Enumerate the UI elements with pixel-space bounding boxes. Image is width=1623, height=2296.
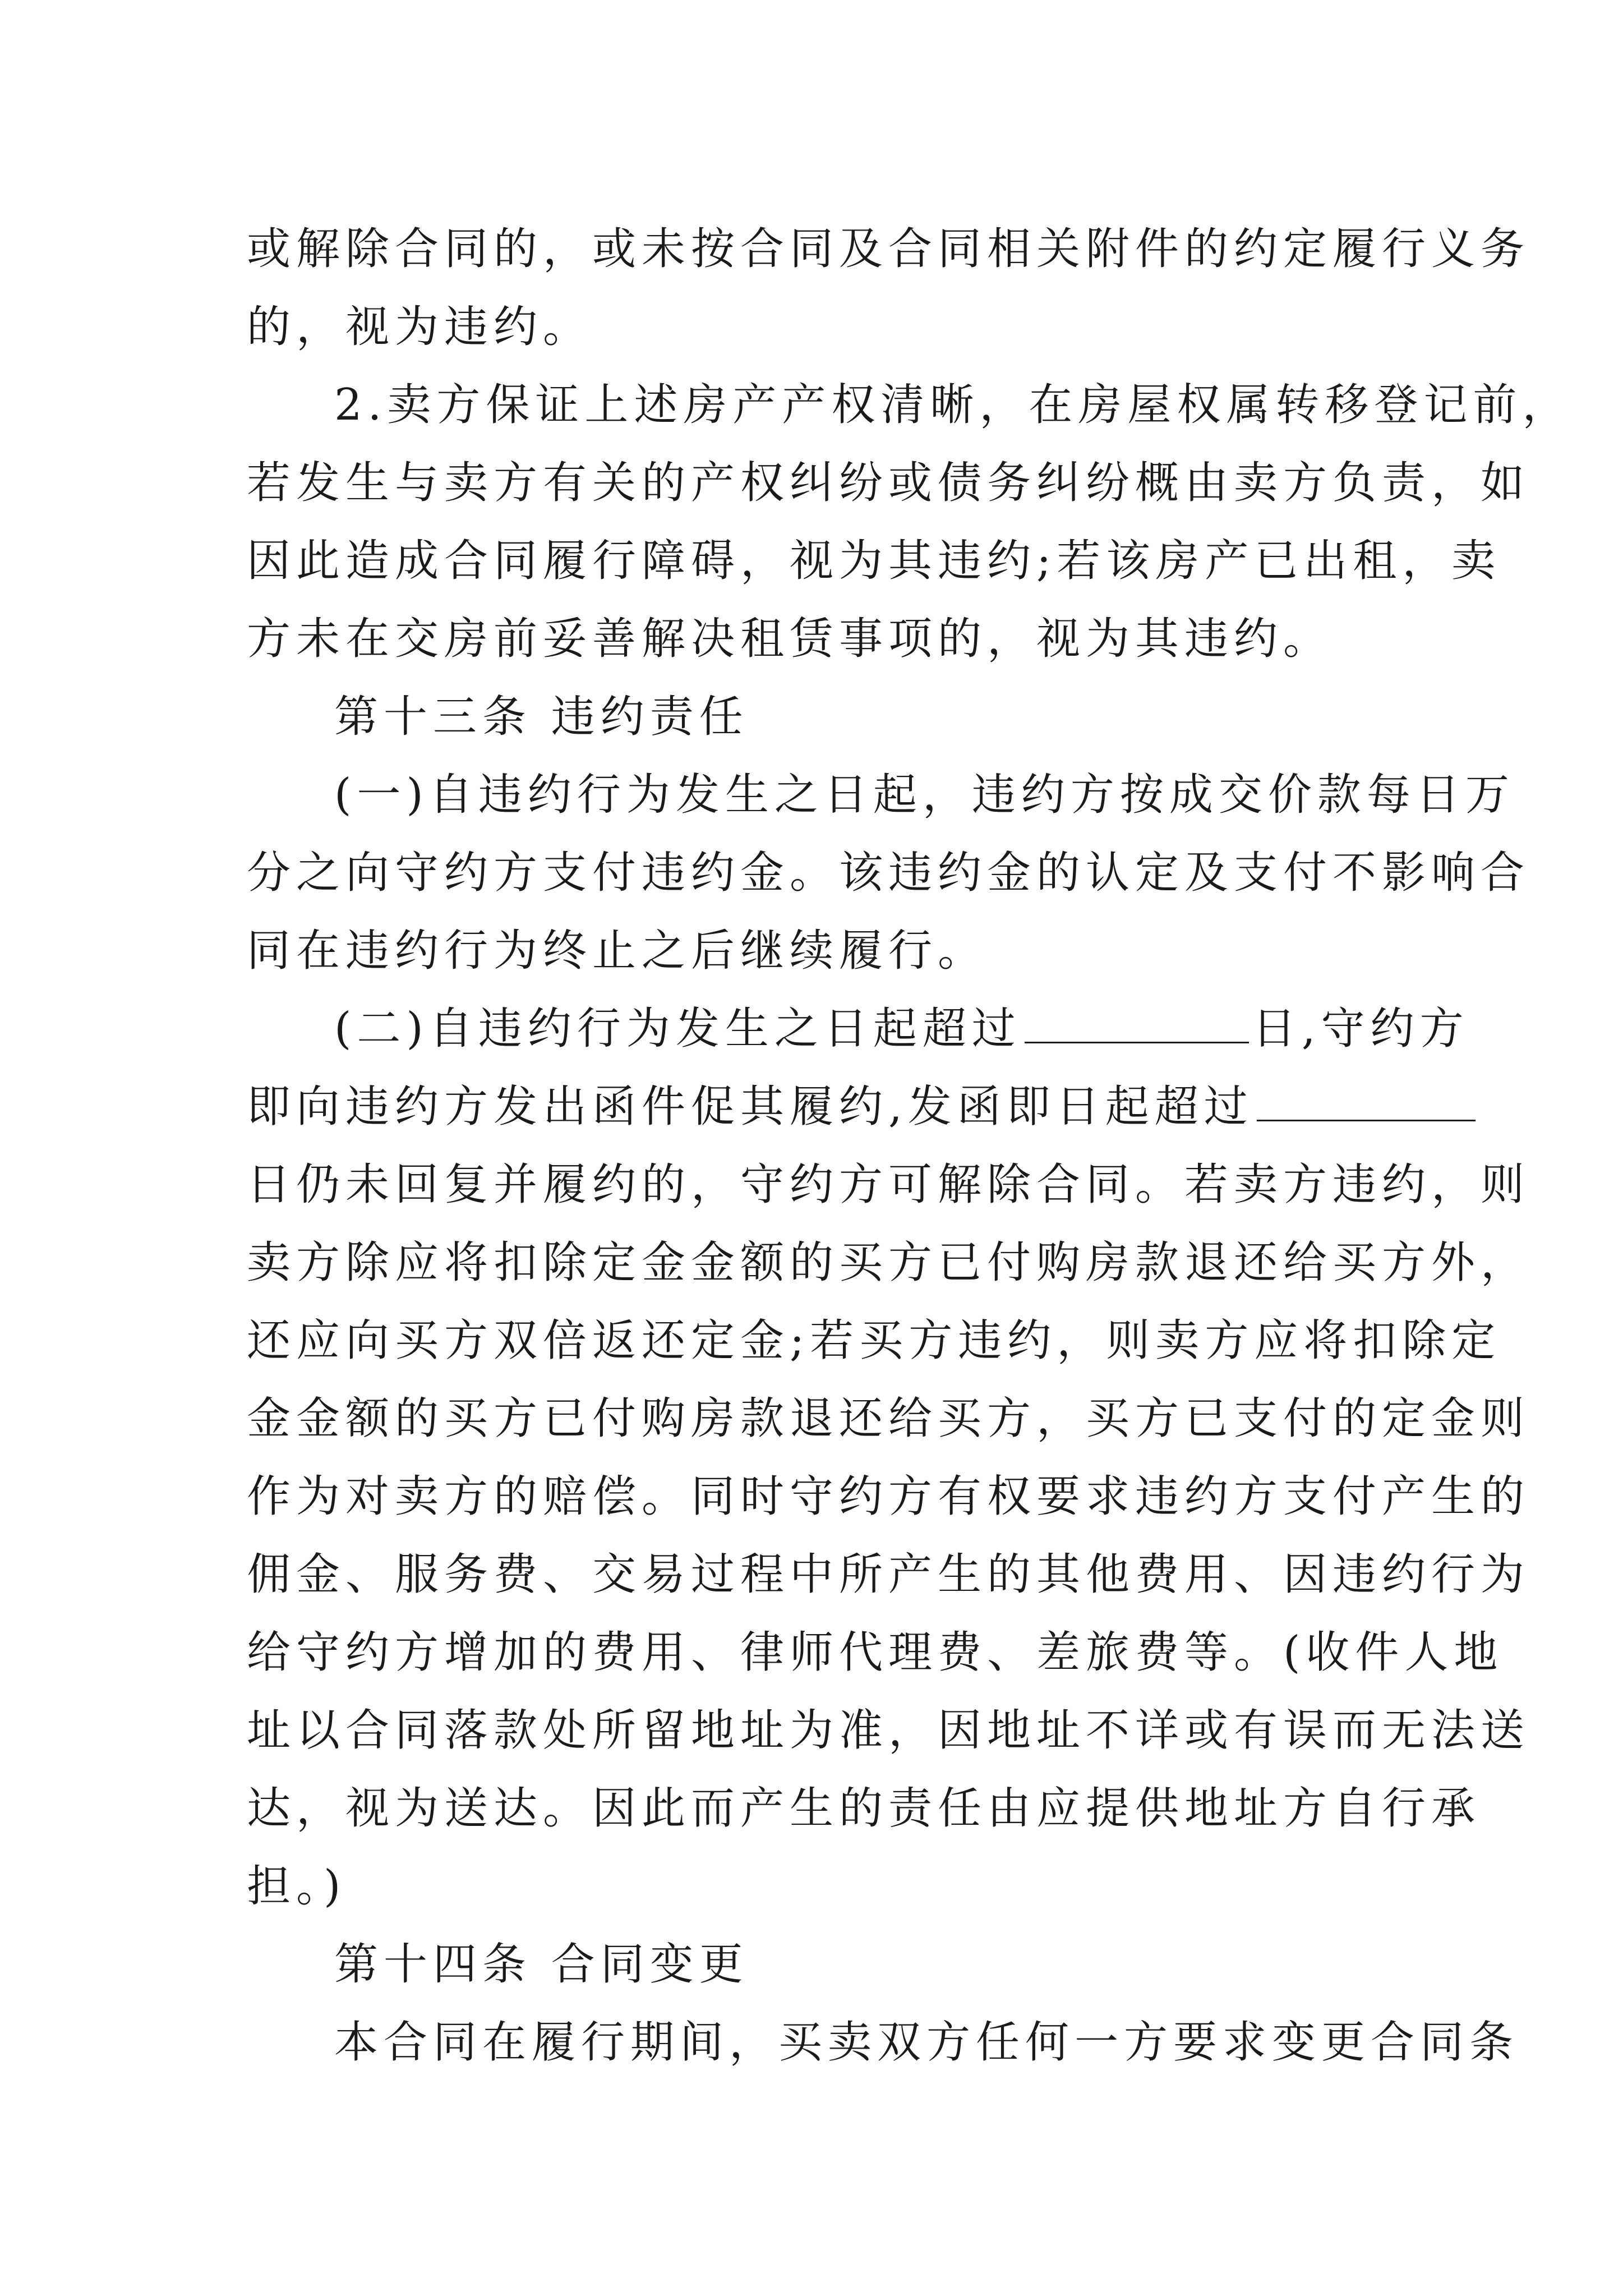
text-line: 给守约方增加的费用、律师代理费、差旅费等。(收件人地 [247,1627,1504,1678]
days-blank-field [1025,1002,1249,1043]
text-line: 还应向买方双倍返还定金;若买方违约，则卖方应将扣除定 [247,1315,1501,1366]
article-13-heading: 第十三条 违约责任 [334,692,749,742]
text-line: 因此造成合同履行障碍，视为其违约;若该房产已出租，卖 [247,536,1501,586]
item-2-text-after: 日,守约方 [1252,1004,1469,1054]
item-2-line [247,990,1469,1068]
text-line: 或解除合同的，或未按合同及合同相关附件的约定履行义务 [247,224,1530,274]
item-1-line: (一)自违约行为发生之日起，违约方按成交价款每日万 [334,770,1515,820]
text-line: 佣金、服务费、交易过程中所产生的其他费用、因违约行为 [247,1549,1530,1600]
text-line: 本合同在履行期间，买卖双方任何一方要求变更合同条 [334,2017,1519,2068]
text-line: 担。) [247,1861,347,1912]
article-14-heading: 第十四条 合同变更 [334,1939,749,1990]
text-line: 金金额的买方已付购房款退还给买方，买方已支付的定金则 [247,1393,1530,1444]
text-line: 日仍未回复并履约的，守约方可解除合同。若卖方违约，则 [247,1159,1530,1210]
notice-text-before: 即向违约方发出函件促其履约,发函即日起超过 [247,1082,1253,1132]
text-line: 方未在交房前妥善解决租赁事项的，视为其违约。 [247,614,1333,664]
text-line: 作为对卖方的赔偿。同时守约方有权要求违约方支付产生的 [247,1471,1530,1522]
text-line: 同在违约行为终止之后继续履行。 [247,926,988,976]
text-line: 达，视为送达。因此而产生的责任由应提供地址方自行承 [247,1783,1481,1834]
text-line: 的，视为违约。 [247,302,593,352]
contract-text [247,210,1572,2082]
item-2-text-before: (二)自违约行为发生之日起超过 [334,1004,1021,1054]
text-line: 分之向守约方支付违约金。该违约金的认定及支付不影响合 [247,848,1530,898]
clause-2-line: 2.卖方保证上述房产产权清晰，在房屋权属转移登记前， [334,380,1572,430]
text-line-with-blank [247,1068,1436,1146]
text-line: 若发生与卖方有关的产权纠纷或债务纠纷概由卖方负责，如 [247,458,1530,508]
text-line: 址以合同落款处所留地址为准，因地址不详或有误而无法送 [247,1705,1530,1756]
text-line: 卖方除应将扣除定金金额的买方已付购房款退还给买方外， [247,1237,1530,1288]
notice-days-blank-field [1257,1080,1476,1121]
